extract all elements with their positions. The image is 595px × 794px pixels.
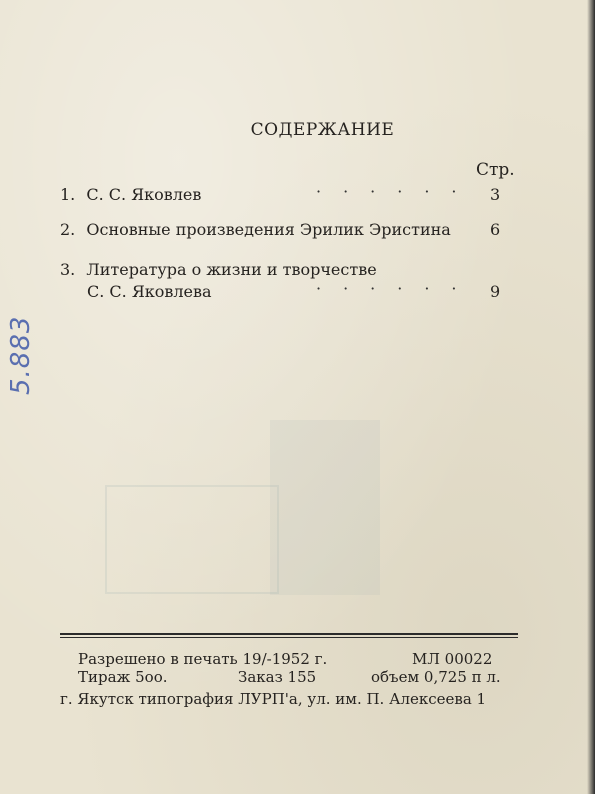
imprint-printer: г. Якутск типография ЛУРП'а, ул. им. П. Алексеева 1 xyxy=(60,690,487,708)
toc-entry-page: 6 xyxy=(490,220,501,239)
imprint-order: Заказ 155 xyxy=(238,668,317,686)
bleed-through-mark xyxy=(270,420,380,595)
toc-entry-page: 3 xyxy=(490,185,501,204)
imprint-volume: объем 0,725 п л. xyxy=(371,668,501,686)
imprint-rule-bottom xyxy=(60,637,518,638)
toc-entry-page: 9 xyxy=(490,282,501,301)
toc-leader-dots: ······ xyxy=(316,279,479,298)
toc-entry-title: Основные произведения Эрилик Эристина xyxy=(86,220,451,239)
scan-edge-shadow xyxy=(587,0,595,794)
contents-heading: СОДЕРЖАНИЕ xyxy=(250,120,395,140)
handwritten-number: 5.883 xyxy=(6,315,36,395)
toc-entry-3-continuation: С. С. Яковлева xyxy=(87,282,212,301)
toc-entry-title: Литература о жизни и творчестве xyxy=(86,260,377,279)
toc-entry-2 xyxy=(60,220,451,239)
toc-entry-3 xyxy=(60,260,377,279)
imprint-permit: Разрешено в печать 19/-1952 г. xyxy=(78,650,328,668)
toc-entry-title: С. С. Яковлев xyxy=(86,185,202,204)
imprint-print-run: Тираж 5оо. xyxy=(78,668,168,686)
imprint-rule-top xyxy=(60,633,518,635)
toc-entry-number: 2. xyxy=(60,220,76,239)
toc-entry-1 xyxy=(60,185,201,204)
pages-column-header: Стр. xyxy=(476,160,515,180)
bleed-through-stamp xyxy=(105,485,279,594)
toc-entry-number: 3. xyxy=(60,260,76,279)
toc-entry-number: 1. xyxy=(60,185,76,204)
toc-leader-dots: ······ xyxy=(316,182,479,201)
imprint-ml-number: МЛ 00022 xyxy=(412,650,493,668)
